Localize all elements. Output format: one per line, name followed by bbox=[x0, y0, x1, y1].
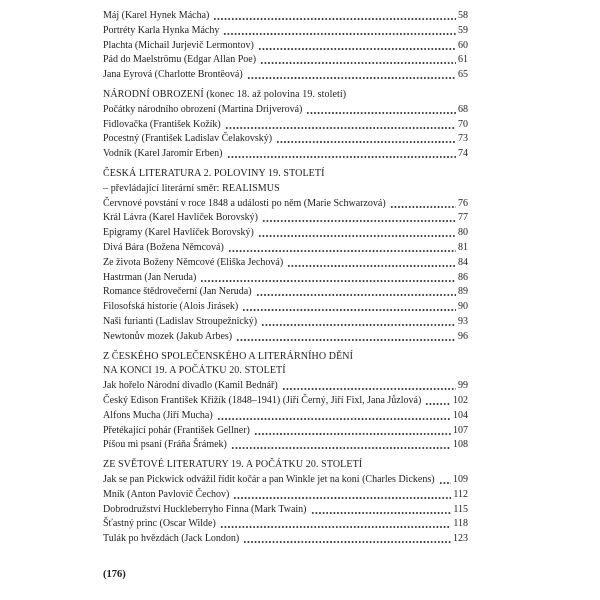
dot-leader bbox=[255, 285, 456, 300]
entry-title: Newtonův mozek (Jakub Arbes) bbox=[103, 330, 233, 342]
toc-entry bbox=[103, 226, 468, 241]
entry-page-number: 76 bbox=[458, 197, 468, 209]
section-header: NA KONCI 19. A POČÁTKU 20. STOLETÍ bbox=[103, 365, 286, 377]
dot-leader bbox=[216, 409, 451, 424]
dot-leader bbox=[246, 68, 456, 83]
entry-title: Pád do Maelströmu (Edgar Allan Poe) bbox=[103, 54, 257, 66]
toc-section bbox=[103, 167, 468, 345]
entry-page-number: 96 bbox=[458, 330, 468, 342]
toc-entry bbox=[103, 256, 468, 271]
entry-page-number: 74 bbox=[458, 148, 468, 160]
toc-entry bbox=[103, 24, 468, 39]
entry-title: Hastrman (Jan Neruda) bbox=[103, 271, 197, 283]
entry-page-number: 81 bbox=[458, 241, 468, 253]
toc-entry bbox=[103, 315, 468, 330]
entry-page-number: 84 bbox=[458, 256, 468, 268]
toc-entry bbox=[103, 532, 468, 547]
entry-page-number: 104 bbox=[453, 409, 468, 421]
entry-title: Naši furianti (Ladislav Stroupežnický) bbox=[103, 315, 258, 327]
entry-title: Portréty Karla Hynka Máchy bbox=[103, 24, 220, 36]
dot-leader bbox=[230, 438, 451, 453]
dot-leader bbox=[281, 379, 456, 394]
toc-entry bbox=[103, 197, 468, 212]
entry-page-number: 65 bbox=[458, 69, 468, 81]
dot-leader bbox=[259, 53, 456, 68]
entry-page-number: 107 bbox=[453, 424, 468, 436]
dot-leader bbox=[257, 226, 456, 241]
entry-title: Jak hořelo Národní divadlo (Kamil Bednář) bbox=[103, 380, 278, 392]
entry-title: Pocestný (František Ladislav Čelakovský) bbox=[103, 133, 273, 145]
section-header: Z ČESKÉHO SPOLEČENSKÉHO A LITERÁRNÍHO DĚNÍ bbox=[103, 350, 354, 362]
section-header: ČESKÁ LITERATURA 2. POLOVINY 19. STOLETÍ bbox=[103, 167, 325, 179]
entry-page-number: 118 bbox=[453, 518, 468, 530]
entry-title: Epigramy (Karel Havlíček Borovský) bbox=[103, 227, 254, 239]
toc-section bbox=[103, 9, 468, 83]
entry-page-number: 70 bbox=[458, 118, 468, 130]
entry-title: Vodník (Karel Jaromír Erben) bbox=[103, 148, 223, 160]
entry-title: Dobrodružství Huckleberryho Finna (Mark Twain) bbox=[103, 503, 307, 515]
toc-entry bbox=[103, 488, 468, 503]
toc-section bbox=[103, 88, 468, 162]
toc-entry bbox=[103, 39, 468, 54]
dot-leader bbox=[261, 211, 456, 226]
entry-title: Máj (Karel Hynek Mácha) bbox=[103, 10, 210, 21]
dot-leader bbox=[253, 424, 451, 439]
entry-page-number: 108 bbox=[453, 439, 468, 451]
entry-page-number: 102 bbox=[453, 394, 468, 406]
entry-page-number: 60 bbox=[458, 39, 468, 51]
entry-title: Král Lávra (Karel Havlíček Borovský) bbox=[103, 212, 258, 224]
entry-page-number: 68 bbox=[458, 103, 468, 115]
entry-title: Romance štědrovečerní (Jan Neruda) bbox=[103, 286, 252, 298]
entry-title: Plachta (Michail Jurjevič Lermontov) bbox=[103, 39, 254, 51]
section-header: NÁRODNÍ OBROZENÍ (konec 18. až polovina 19. století) bbox=[103, 88, 347, 100]
entry-title: Píšou mi psaní (Fráňa Šrámek) bbox=[103, 439, 227, 451]
toc-entry bbox=[103, 147, 468, 162]
footer-page-number: (176) bbox=[103, 569, 126, 580]
dot-leader bbox=[438, 473, 451, 488]
dot-leader bbox=[260, 315, 456, 330]
dot-leader bbox=[226, 147, 456, 162]
toc-entry bbox=[103, 473, 468, 488]
toc-entry bbox=[103, 330, 468, 345]
dot-leader bbox=[286, 256, 456, 271]
entry-page-number: 89 bbox=[458, 286, 468, 298]
entry-page-number: 123 bbox=[453, 533, 468, 545]
entry-page-number: 61 bbox=[458, 54, 468, 66]
dot-leader bbox=[257, 39, 456, 54]
entry-title: Český Edison František Křižík (1848–1941) (Jiří Černý, Jiří Fixl, Jana Jůzlová) bbox=[103, 394, 422, 406]
dot-leader bbox=[389, 197, 456, 212]
dot-leader bbox=[275, 132, 456, 147]
toc-entry bbox=[103, 503, 468, 518]
entry-title: Jana Eyrová (Charlotte Brontëová) bbox=[103, 69, 243, 81]
toc-entry bbox=[103, 103, 468, 118]
entry-page-number: 58 bbox=[458, 10, 468, 21]
entry-page-number: 90 bbox=[458, 301, 468, 313]
entry-page-number: 99 bbox=[458, 380, 468, 392]
entry-title: Přetékající pohár (František Gellner) bbox=[103, 424, 250, 436]
dot-leader bbox=[222, 24, 456, 39]
toc-entry bbox=[103, 132, 468, 147]
dot-leader bbox=[241, 300, 456, 315]
entry-title: Alfons Mucha (Jiří Mucha) bbox=[103, 409, 213, 421]
entry-title: Šťastný princ (Oscar Wilde) bbox=[103, 518, 216, 530]
entry-title: Jak se pan Pickwick odvážil řídit kočár a pan Winkle jet na koni (Charles Dickens) bbox=[103, 473, 435, 485]
entry-title: Filosofská historie (Alois Jirásek) bbox=[103, 301, 239, 313]
dot-leader bbox=[199, 271, 456, 286]
entry-title: Ze života Boženy Němcové (Eliška Jechová) bbox=[103, 256, 284, 268]
dot-leader bbox=[212, 9, 456, 24]
toc-entry bbox=[103, 517, 468, 532]
dot-leader bbox=[224, 118, 456, 133]
entry-page-number: 73 bbox=[458, 133, 468, 145]
entry-title: Divá Bára (Božena Němcová) bbox=[103, 241, 224, 253]
toc-entry bbox=[103, 409, 468, 424]
entry-title: Červnové povstání v roce 1848 a události po něm (Marie Schwarzová) bbox=[103, 197, 386, 209]
toc-entry bbox=[103, 241, 468, 256]
entry-title: Mník (Anton Pavlovič Čechov) bbox=[103, 488, 230, 500]
toc-entry bbox=[103, 285, 468, 300]
toc-section bbox=[103, 350, 468, 454]
entry-page-number: 86 bbox=[458, 271, 468, 283]
toc-entry bbox=[103, 211, 468, 226]
toc-entry bbox=[103, 300, 468, 315]
entry-title: Počátky národního obrození (Martina Drijverová) bbox=[103, 103, 303, 115]
toc-entry bbox=[103, 118, 468, 133]
dot-leader bbox=[305, 103, 456, 118]
dot-leader bbox=[219, 517, 452, 532]
dot-leader bbox=[242, 532, 451, 547]
dot-leader bbox=[227, 241, 456, 256]
toc-sections bbox=[103, 9, 468, 547]
section-header: ZE SVĚTOVÉ LITERATURY 19. A POČÁTKU 20. STOLETÍ bbox=[103, 459, 363, 471]
section-header: – převládající literární směr: REALISMUS bbox=[103, 182, 280, 194]
toc-entry bbox=[103, 68, 468, 83]
entry-page-number: 80 bbox=[458, 227, 468, 239]
toc-entry bbox=[103, 271, 468, 286]
dot-leader bbox=[424, 394, 451, 409]
entry-page-number: 109 bbox=[453, 473, 468, 485]
entry-page-number: 59 bbox=[458, 24, 468, 36]
toc-entry bbox=[103, 53, 468, 68]
entry-page-number: 77 bbox=[458, 212, 468, 224]
entry-page-number: 115 bbox=[453, 503, 468, 515]
toc-entry bbox=[103, 394, 468, 409]
toc-entry bbox=[103, 438, 468, 453]
toc-section bbox=[103, 458, 468, 547]
dot-leader bbox=[310, 503, 452, 518]
toc-entry bbox=[103, 379, 468, 394]
entry-title: Tulák po hvězdách (Jack London) bbox=[103, 533, 240, 545]
toc-entry bbox=[103, 9, 468, 24]
dot-leader bbox=[235, 330, 456, 345]
toc-entry bbox=[103, 424, 468, 439]
dot-leader bbox=[232, 488, 451, 503]
entry-page-number: 93 bbox=[458, 315, 468, 327]
entry-title: Fidlovačka (František Kožík) bbox=[103, 118, 221, 130]
entry-page-number: 112 bbox=[453, 488, 468, 500]
